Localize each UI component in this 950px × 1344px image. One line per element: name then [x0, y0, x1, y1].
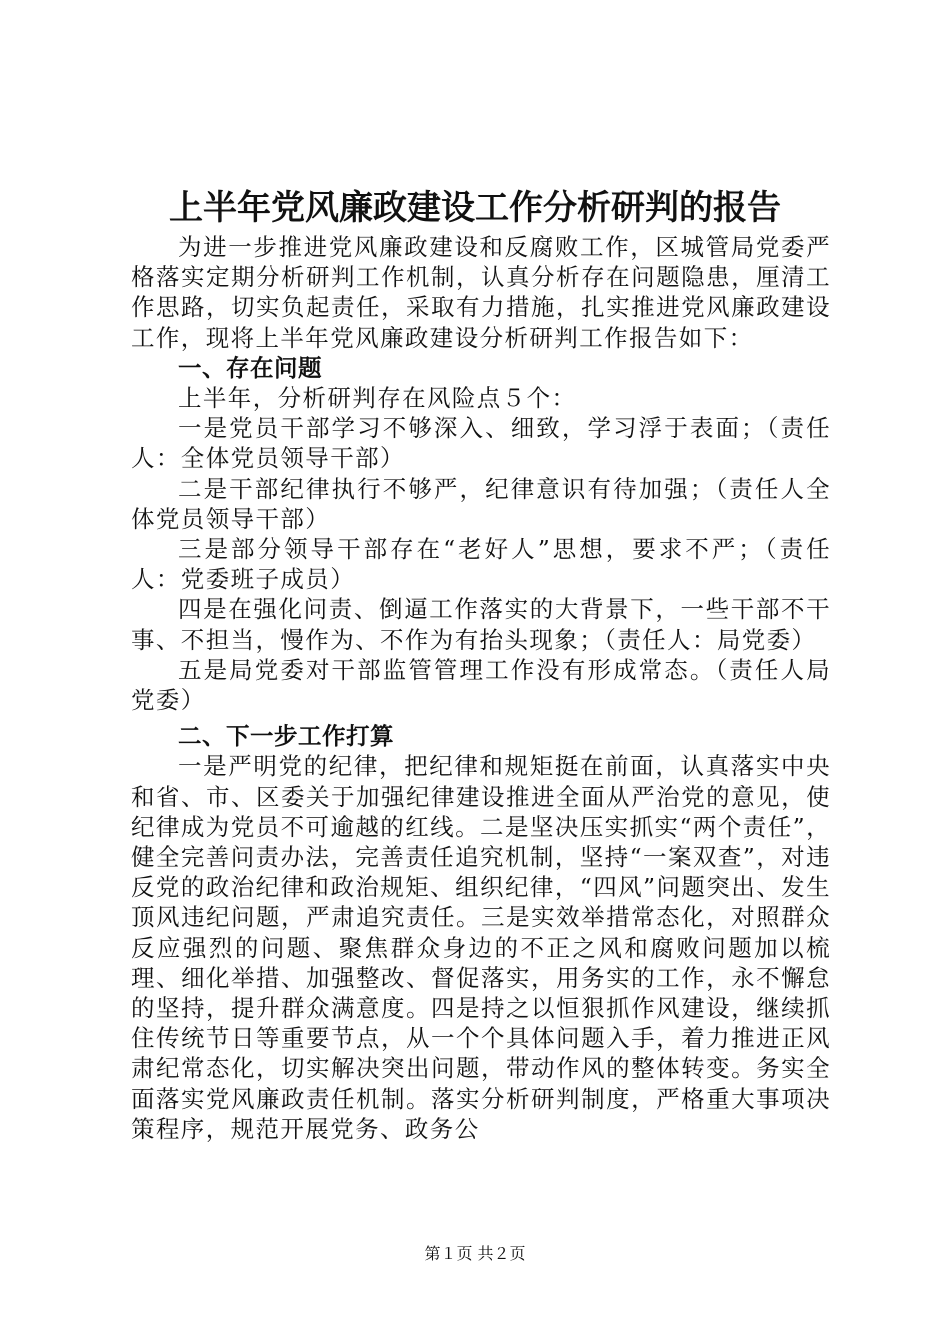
- problems-lead: 上半年，分析研判存在风险点５个：: [178, 384, 577, 413]
- problem-item-4: 四是在强化问责、倒逼工作落实的大背景下，一些干部不干事、不担当，慢作为、不作为有抬头现象；（责任人：局党委）: [131, 595, 831, 654]
- section-heading-next-steps: 二、下一步工作打算: [178, 722, 394, 751]
- intro-paragraph: 为进一步推进党风廉政建设和反腐败工作，区城管局党委严格落实定期分析研判工作机制，认真分析存在问题隐患，厘清工作思路，切实负起责任，采取有力措施，扎实推进党风廉政建设工作，现将上半年党风廉政建设分析研判工作报告如下：: [131, 233, 831, 352]
- document-title: 上半年党风廉政建设工作分析研判的报告: [169, 188, 781, 228]
- document-body: [131, 232, 831, 1144]
- problem-item-1: 一是党员干部学习不够深入、细致，学习浮于表面；（责任人：全体党员领导干部）: [131, 414, 831, 473]
- section-heading-problems: 一、存在问题: [178, 353, 322, 382]
- problem-item-3: 三是部分领导干部存在“老好人”思想，要求不严；（责任人：党委班子成员）: [131, 535, 831, 594]
- problem-item-2: 二是干部纪律执行不够严，纪律意识有待加强；（责任人全体党员领导干部）: [131, 474, 831, 533]
- page-footer: 第１页 共２页: [424, 1244, 526, 1263]
- problem-item-5: 五是局党委对干部监管管理工作没有形成常态。（责任人局党委）: [131, 655, 831, 715]
- next-steps-paragraph: 一是严明党的纪律，把纪律和规矩挺在前面，认真落实中央和省、市、区委关于加强纪律建设推进全面从严治党的意见，使纪律成为党员不可逾越的红线。二是坚决压实抓实“两个责任”，健全完善问责办法，完善责任追究机制，坚持“一案双查”，对违反党的政治纪律和政治规矩、组织纪律，“四风”问题突出、发生顶风违纪问题，严肃追究责任。三是实效举措常态化，对照群众反应强烈的问题、聚焦群众身边的不正之风和腐败问题加以梳理、细化举措、加强整改、督促落实，用务实的工作，永不懈怠的坚持，提升群众满意度。四是持之以恒狠抓作风建设，继续抓住传统节日等重要节点，从一个个具体问题入手，着力推进正风肃纪常态化，切实解决突出问题，带动作风的整体转变。务实全面落实党风廉政责任机制。落实分析研判制度，严格重大事项决策程序，规范开展党务、政务公: [131, 752, 831, 1143]
